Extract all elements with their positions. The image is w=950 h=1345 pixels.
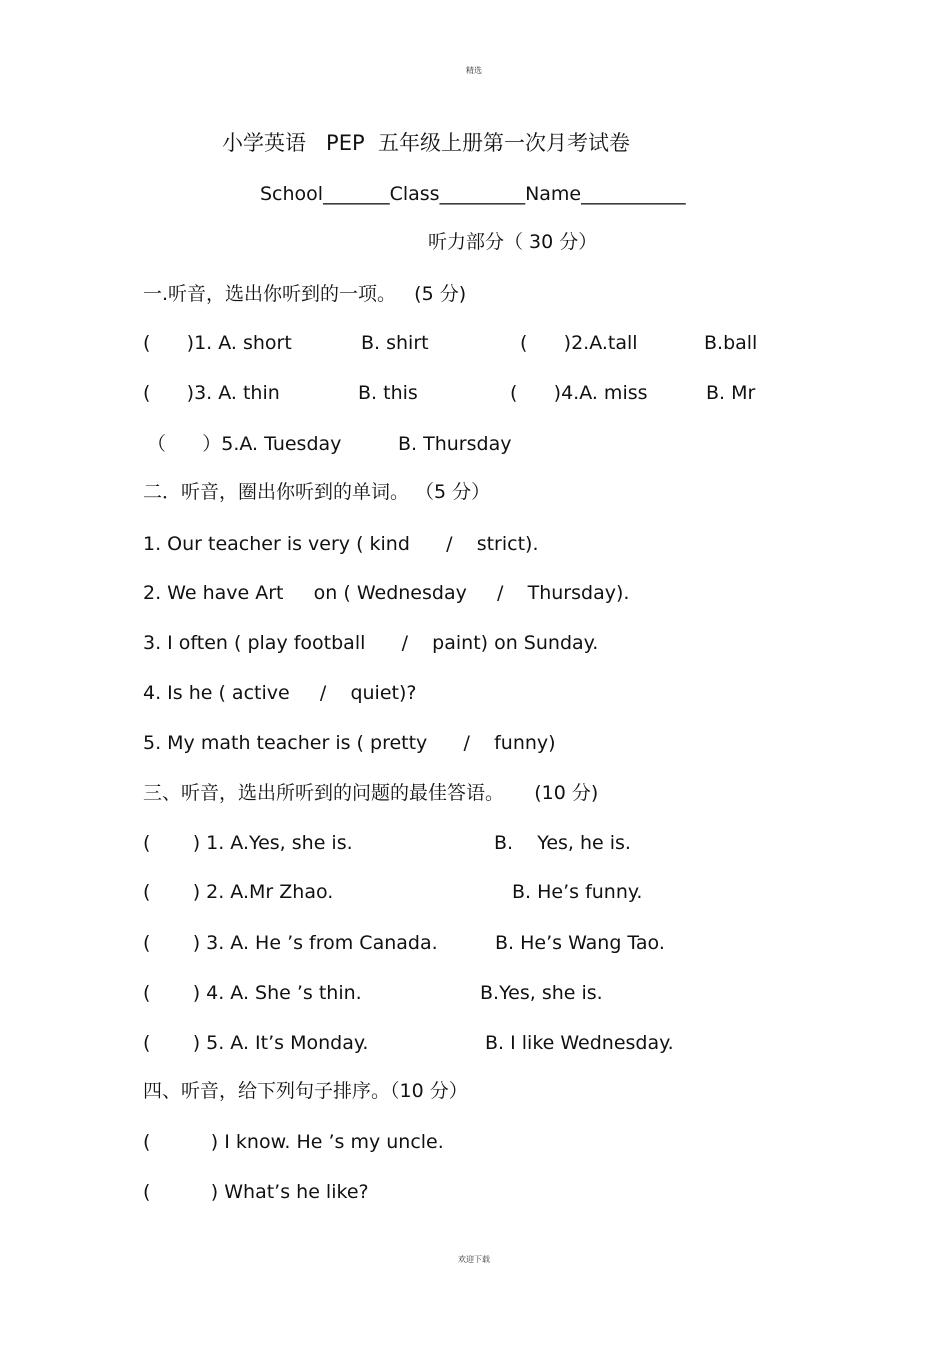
question-2-option-a: ( )2.A.tall (520, 332, 638, 354)
answer-item-option-a: ( ) 2. A.Mr Zhao. (143, 881, 334, 903)
answer-item-option-a: ( ) 4. A. She ’s thin. (143, 982, 362, 1004)
header-mark: 精选 (466, 66, 482, 75)
question-1-option-a: ( )1. A. short (143, 332, 292, 354)
footer-mark: 欢迎下载 (458, 1255, 490, 1264)
circle-item: 2. We have Art on ( Wednesday / Thursday). (143, 582, 630, 604)
circle-item: 5. My math teacher is ( pretty / funny) (143, 732, 556, 754)
answer-item-option-b: B. Yes, he is. (494, 832, 631, 854)
page-title: 小学英语 PEP 五年级上册第一次月考试卷 (222, 131, 630, 155)
order-item: ( ) I know. He ’s my uncle. (143, 1131, 444, 1153)
listening-heading: 听力部分（ 30 分） (428, 231, 598, 253)
section2-heading: 二．听音，圈出你听到的单词。 （5 分） (143, 481, 491, 503)
answer-item-option-a: ( ) 1. A.Yes, she is. (143, 832, 353, 854)
answer-item-option-b: B. He’s Wang Tao. (495, 932, 665, 954)
circle-item: 1. Our teacher is very ( kind / strict). (143, 533, 539, 555)
question-1-option-b: B. shirt (361, 332, 429, 354)
question-2-option-b: B.ball (704, 332, 758, 354)
question-5-option-b: B. Thursday (398, 433, 512, 455)
question-4-option-b: B. Mr (706, 382, 756, 404)
answer-item-option-b: B.Yes, she is. (480, 982, 603, 1004)
student-info-line: School_______Class_________Name___________ (260, 183, 686, 205)
question-3-option-a: ( )3. A. thin (143, 382, 280, 404)
order-item: ( ) What’s he like? (143, 1181, 369, 1203)
question-5-option-a: （ ）5.A. Tuesday (147, 433, 342, 455)
answer-item-option-a: ( ) 5. A. It’s Monday. (143, 1032, 369, 1054)
section3-heading: 三、听音，选出所听到的问题的最佳答语。 (10 分) (143, 782, 599, 804)
section4-heading: 四、听音，给下列句子排序。（10 分） (143, 1080, 468, 1102)
section1-heading: 一.听音，选出你听到的一项。 (5 分) (143, 283, 467, 305)
answer-item-option-b: B. He’s funny. (512, 881, 643, 903)
circle-item: 3. I often ( play football / paint) on Sunday. (143, 632, 599, 654)
question-3-option-b: B. this (358, 382, 418, 404)
answer-item-option-a: ( ) 3. A. He ’s from Canada. (143, 932, 438, 954)
answer-item-option-b: B. I like Wednesday. (485, 1032, 674, 1054)
question-4-option-a: ( )4.A. miss (510, 382, 648, 404)
circle-item: 4. Is he ( active / quiet)? (143, 682, 417, 704)
